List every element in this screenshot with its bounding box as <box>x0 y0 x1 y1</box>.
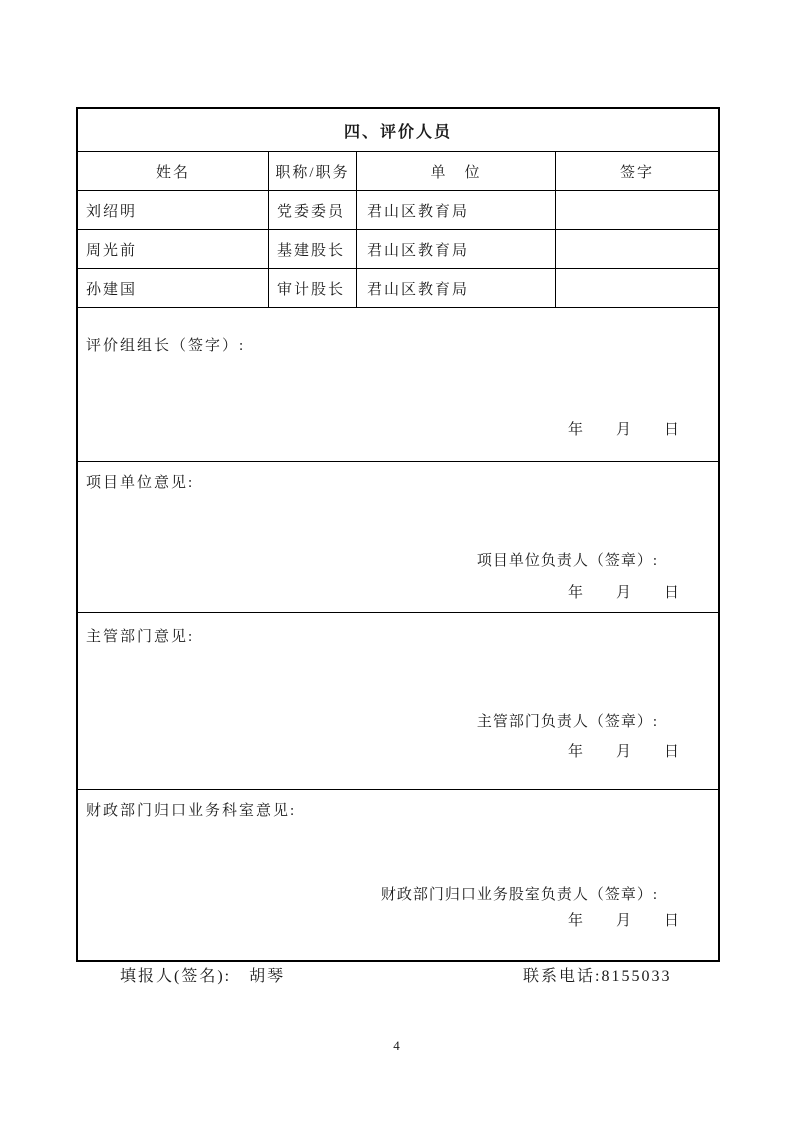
signer-label: 财政部门归口业务股室负责人（签章）: <box>380 887 658 903</box>
section-project-unit <box>78 462 718 613</box>
table-row <box>78 191 718 230</box>
date-line: 年 月 日 <box>567 585 680 601</box>
col-header-signature: 签字 <box>619 164 654 181</box>
cell-title: 基建股长 <box>269 230 357 268</box>
section-label: 财政部门归口业务科室意见: <box>86 803 297 819</box>
signer-label: 项目单位负责人（签章）: <box>476 553 658 569</box>
section-label: 项目单位意见: <box>86 475 195 491</box>
col-header-name: 姓名 <box>78 152 269 190</box>
cell-signature <box>556 230 718 268</box>
date-line: 年 月 日 <box>567 913 680 929</box>
signer-label: 主管部门负责人（签章）: <box>476 714 658 730</box>
footer <box>0 963 793 989</box>
cell-name: 孙建国 <box>78 269 269 307</box>
date-line: 年 月 日 <box>567 744 680 760</box>
table-header-row <box>78 152 718 191</box>
cell-unit: 君山区教育局 <box>357 269 556 307</box>
section-label: 主管部门意见: <box>86 629 195 645</box>
col-header-unit: 单 位 <box>357 152 556 190</box>
date-line: 年 月 日 <box>567 422 680 438</box>
cell-signature <box>556 191 718 229</box>
cell-unit: 君山区教育局 <box>357 191 556 229</box>
section-finance-department <box>78 790 718 960</box>
cell-title: 审计股长 <box>269 269 357 307</box>
phone-label: 联系电话: <box>523 968 602 985</box>
section-evaluation-leader <box>78 308 718 462</box>
filler-label: 填报人(签名): <box>120 968 232 985</box>
cell-name: 周光前 <box>78 230 269 268</box>
filler-signature-line <box>120 963 285 986</box>
table-row <box>78 230 718 269</box>
section-label: 评价组组长（签字）: <box>86 338 246 354</box>
page-number: 4 <box>393 1038 400 1053</box>
cell-signature <box>556 269 718 307</box>
section-supervisor-department <box>78 613 718 790</box>
table-title: 四、评价人员 <box>78 109 718 152</box>
phone-number: 8155033 <box>601 968 672 985</box>
col-header-title: 职称/职务 <box>269 152 357 190</box>
cell-title: 党委委员 <box>269 191 357 229</box>
table-row <box>78 269 718 308</box>
contact-phone-line <box>523 963 671 986</box>
cell-name: 刘绍明 <box>78 191 269 229</box>
evaluation-table <box>76 107 720 962</box>
cell-unit: 君山区教育局 <box>357 230 556 268</box>
filler-name: 胡琴 <box>249 968 286 985</box>
